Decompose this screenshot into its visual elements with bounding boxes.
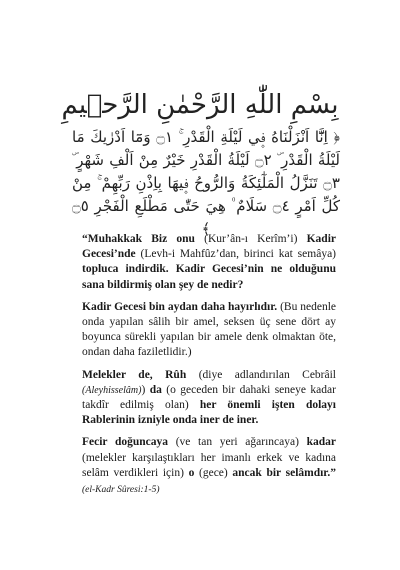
basmala-calligraphy: بِسْمِ اللّٰهِ الرَّحْمٰنِ الرَّح۪يمِ xyxy=(61,90,339,120)
arabic-verses: ﴿ اِنَّٓا اَنْزَلْنَاهُ ف۪ي لَيْلَةِ الْقَدْرِ ۚ ۝١ وَمَٓا اَدْرٰيكَ مَا لَيْلَةُ الْقَدْرِ ۜ ۝٢ لَيْلَةُ الْقَدْرِ خَيْرٌ مِنْ اَلْفِ شَهْرٍ ۜ ۝٣ تَنَزَّلُ الْمَلٰٓئِكَةُ وَالرُّوحُ ف۪يهَا بِاِذْنِ رَبِّهِمْ ۚ مِنْ كُلِّ اَمْرٍ ۝٤ سَلَامٌ ۠ هِيَ حَتّٰى مَطْلَعِ الْفَجْرِ ۝٥ ﴾ xyxy=(72,128,341,238)
plain-text: (diye adlandırılan Cebrâil xyxy=(186,368,336,381)
bold-text: her önemli işten dolayı Rablerinin izniyle onda iner de iner. xyxy=(82,399,336,427)
plain-text: ) xyxy=(141,383,150,396)
paragraph-1 xyxy=(82,232,336,293)
italic-text: (Aleyhisselâm) xyxy=(82,384,142,396)
bold-text: topluca indirdik. Kadir Gecesi’nin ne olduğunu sana bildirmiş olan şey de nedir? xyxy=(82,263,336,291)
paragraph-2 xyxy=(82,300,336,361)
paragraph-3 xyxy=(82,368,336,429)
bold-text: kadar xyxy=(306,436,336,449)
plain-text: (Levh-i Mahfûz’dan, birinci kat semâya) xyxy=(135,248,336,261)
bold-text: o xyxy=(188,466,195,479)
source-reference: (el-Kadr Sûresi:1-5) xyxy=(82,485,160,496)
plain-text: (melekler karşılaştıkları her imanlı erkek ve kadına selâm verdikleri için) xyxy=(82,451,336,479)
plain-text: (Bu nedenle onda yapılan sâlih bir amel, seksen üç sene dört ay boyunca sürekli yapılan bir amele denk olmaktan öte, ondan daha faziletlidir.) xyxy=(82,300,336,359)
plain-text: (gece) xyxy=(194,466,233,479)
bold-text: Kadir Gecesi’nde xyxy=(82,233,336,261)
bold-text: “Muhakkak Biz onu xyxy=(82,233,195,245)
plain-text: (ve tan yeri ağarıncaya) xyxy=(168,436,307,449)
translation-body xyxy=(82,232,336,505)
plain-text: (Kur’ân-ı Kerîm’i) xyxy=(194,233,307,245)
bold-text: da xyxy=(149,383,162,396)
bold-text: Melekler de, Rûh xyxy=(82,368,187,381)
bold-text: Kadir Gecesi bin aydan daha hayırlıdır. xyxy=(82,300,278,313)
bold-text: Fecir doğuncaya xyxy=(82,436,169,449)
plain-text: (o geceden bir dahaki seneye kadar takdîr edilmiş olan) xyxy=(82,383,336,412)
bold-text: ancak bir selâmdır.” xyxy=(232,466,336,479)
paragraph-4 xyxy=(82,435,336,498)
